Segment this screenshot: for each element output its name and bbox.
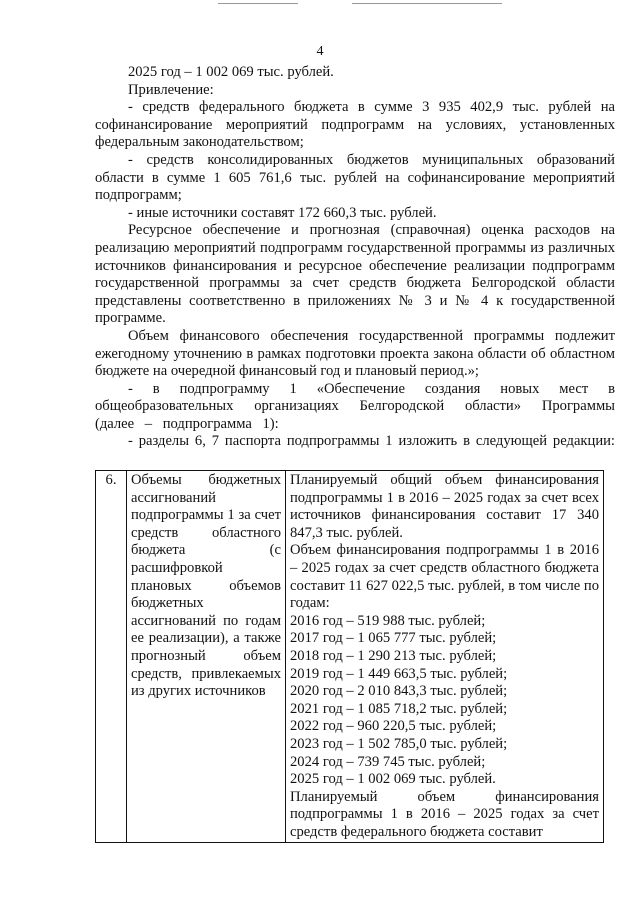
paragraph-resource-support: Ресурсное обеспечение и прогнозная (справочная) оценка расходов на реализацию мероприятий подпрограмм государственной программы из различных источников финансирования и ресурсное обеспечение реализации подпрограмм государственной программы за счет средств бюджета Белгородской области представлены соответственно в приложениях № 3 и № 4 к государственной программе.	[95, 222, 615, 327]
table-row	[96, 471, 604, 843]
paragraph-annual-adjustment: Объем финансового обеспечения государственной программы подлежит ежегодному уточнению в рамках подготовки проекта закона области об областном бюджете на очередной финансовый год и плановый период.»;	[95, 327, 615, 380]
row-number-cell: 6.	[96, 471, 127, 843]
content-line: 2020 год – 2 010 843,3 тыс. рублей;	[290, 683, 508, 700]
paragraph-subprogram-1: - в подпрограмму 1 «Обеспечение создания новых мест в общеобразовательных организациях Белгородской области» Программы (далее – подпрограмма 1):	[95, 380, 615, 432]
content-line: 2018 год – 1 290 213 тыс. рублей;	[290, 647, 497, 664]
top-rule-right	[352, 3, 502, 4]
paragraph-federal-budget: - средств федерального бюджета в сумме 3 935 402,9 тыс. рублей на софинансирование мероприятий подпрограмм на условиях, установленных федеральным законодательством;	[95, 99, 615, 151]
content-line: 2019 год – 1 449 663,5 тыс. рублей;	[290, 665, 508, 682]
content-line: 2022 год – 960 220,5 тыс. рублей;	[290, 718, 497, 735]
content-line: 2021 год – 1 085 718,2 тыс. рублей;	[290, 700, 508, 717]
top-rule-left	[218, 3, 298, 4]
passport-table	[95, 470, 604, 843]
paragraph-sections-6-7: - разделы 6, 7 паспорта подпрограммы 1 изложить в следующей редакции:	[128, 433, 615, 450]
content-line: 2023 год – 1 502 785,0 тыс. рублей;	[290, 735, 508, 752]
content-line: 2017 год – 1 065 777 тыс. рублей;	[290, 630, 497, 647]
paragraph-attraction: Привлечение:	[128, 81, 214, 98]
content-line: 2016 год – 519 988 тыс. рублей;	[290, 612, 486, 629]
content-line: Планируемый объем финансирования подпрограммы 1 в 2016 – 2025 годах за счет средств федерального бюджета составит	[290, 788, 599, 840]
content-line: Объем финансирования подпрограммы 1 в 2016 – 2025 годах за счет средств областного бюджета составит 11 627 022,5 тыс. рублей, в том числе по годам:	[290, 542, 599, 612]
paragraph-year-2025: 2025 год – 1 002 069 тыс. рублей.	[128, 64, 334, 80]
document-body	[95, 64, 615, 451]
content-line: 2025 год – 1 002 069 тыс. рублей.	[290, 771, 496, 788]
paragraph-municipal-budgets: - средств консолидированных бюджетов муниципальных образований области в сумме 1 605 761,6 тыс. рублей на софинансирование мероприятий подпрограмм;	[95, 151, 615, 204]
paragraph-other-sources: - иные источники составят 172 660,3 тыс. рублей.	[128, 204, 437, 221]
page-number: 4	[316, 44, 324, 59]
row-label-cell: Объемы бюджетных ассигнований подпрограммы 1 за счет средств областного бюджета (с расшифровкой плановых объемов бюджетных ассигнований по годам ее реализации), а также прогнозный объем средств, привлекаемых из других источников	[127, 471, 286, 843]
content-line: 2024 год – 739 745 тыс. рублей;	[290, 753, 486, 770]
content-line: Планируемый общий объем финансирования подпрограммы 1 в 2016 – 2025 годах за счет всех источников финансирования составит 17 340 847,3 тыс. рублей.	[290, 472, 599, 541]
row-content-cell	[286, 471, 604, 843]
